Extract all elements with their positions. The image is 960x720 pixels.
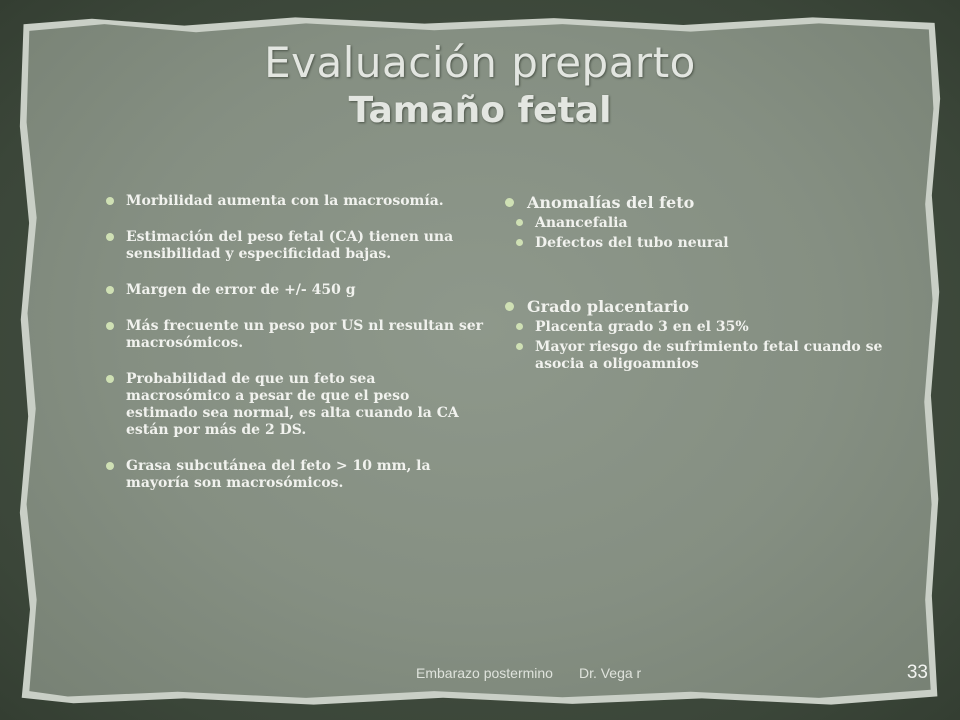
left-column: [106, 193, 484, 511]
left-bullet-item: Morbilidad aumenta con la macrosomía.: [106, 193, 484, 210]
anomalias-sublist: [505, 215, 885, 252]
title-line-1: Evaluación preparto: [264, 38, 696, 87]
right-column: [505, 193, 885, 376]
section-heading-grado-placentario: Grado placentario: [505, 297, 885, 317]
right-bullet-list: [505, 193, 885, 213]
footer-text-course: Embarazo postermino: [416, 665, 553, 681]
sub-bullet-item: Placenta grado 3 en el 35%: [516, 319, 885, 336]
right-bullet-list-2: [505, 297, 885, 317]
left-bullet-item: Estimación del peso fetal (CA) tienen una sensibilidad y especificidad bajas.: [106, 229, 484, 263]
title-line-2: Tamaño fetal: [348, 90, 612, 131]
slide-title: [0, 38, 960, 134]
spacer: [505, 255, 885, 297]
section-heading-anomalias: Anomalías del feto: [505, 193, 885, 213]
grado-sublist: [505, 319, 885, 373]
sub-bullet-item: Anancefalia: [516, 215, 885, 232]
left-bullet-list: [106, 193, 484, 492]
sub-bullet-item: Mayor riesgo de sufrimiento fetal cuando se asocia a oligoamnios: [516, 339, 885, 373]
footer-text-author: Dr. Vega r: [578, 665, 642, 681]
left-bullet-item: Probabilidad de que un feto sea macrosómico a pesar de que el peso estimado sea normal, es alta cuando la CA están por más de 2 DS.: [106, 371, 484, 439]
page-number: 33: [906, 662, 928, 683]
left-bullet-item: Grasa subcutánea del feto > 10 mm, la mayoría son macrosómicos.: [106, 458, 484, 492]
left-bullet-item: Margen de error de +/- 450 g: [106, 282, 484, 299]
left-bullet-item: Más frecuente un peso por US nl resultan ser macrosómicos.: [106, 318, 484, 352]
footer: [416, 665, 641, 681]
sub-bullet-item: Defectos del tubo neural: [516, 235, 885, 252]
